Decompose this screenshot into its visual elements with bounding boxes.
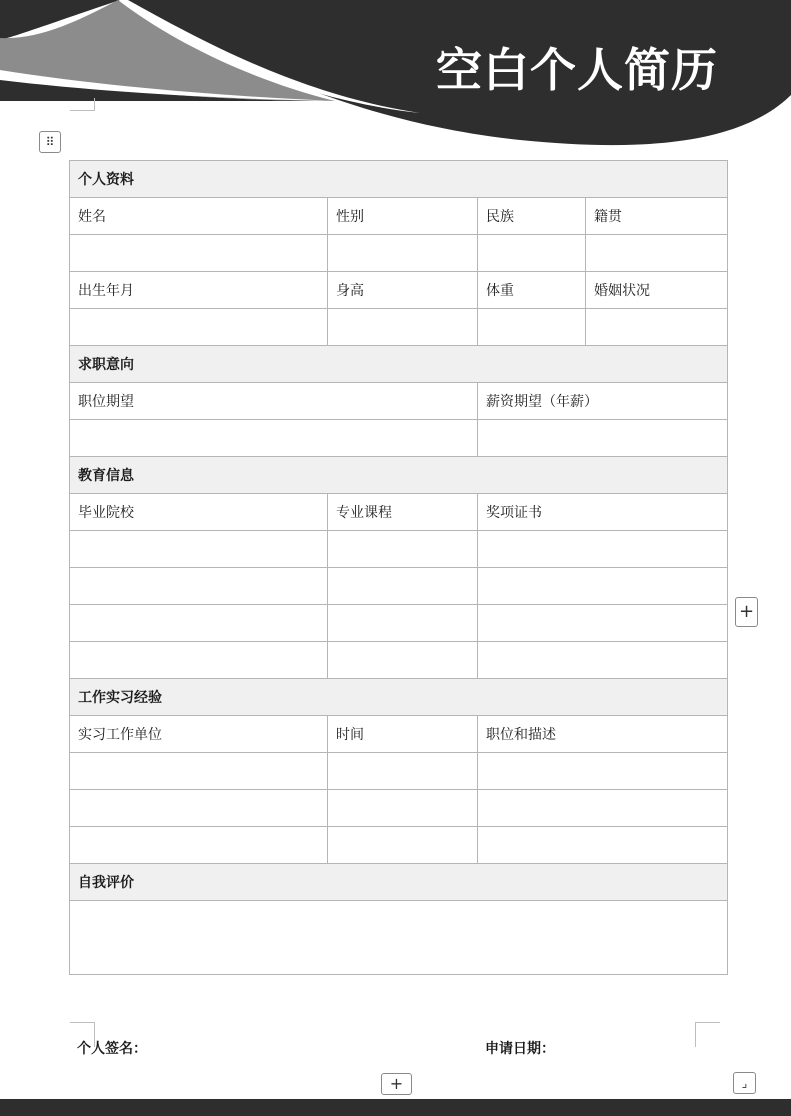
input-row — [70, 235, 728, 272]
section-row-evaluation — [70, 864, 728, 901]
label-weight: 体重 — [478, 272, 586, 309]
label-school: 毕业院校 — [70, 494, 328, 531]
birth-cell[interactable] — [70, 309, 328, 346]
school-cell[interactable] — [70, 531, 328, 568]
marital-cell[interactable] — [586, 309, 728, 346]
awards-cell[interactable] — [478, 642, 728, 679]
awards-cell[interactable] — [478, 568, 728, 605]
label-name: 姓名 — [70, 198, 328, 235]
hometown-cell[interactable] — [586, 235, 728, 272]
plus-icon: + — [389, 1074, 404, 1093]
weight-cell[interactable] — [478, 309, 586, 346]
section-heading-education: 教育信息 — [70, 457, 728, 494]
label-courses: 专业课程 — [328, 494, 478, 531]
label-role: 职位和描述 — [478, 716, 728, 753]
courses-cell[interactable] — [328, 568, 478, 605]
school-cell[interactable] — [70, 642, 328, 679]
courses-cell[interactable] — [328, 642, 478, 679]
time-cell[interactable] — [328, 753, 478, 790]
section-heading-work: 工作实习经验 — [70, 679, 728, 716]
section-row-education — [70, 457, 728, 494]
gender-cell[interactable] — [328, 235, 478, 272]
label-employer: 实习工作单位 — [70, 716, 328, 753]
move-handle-icon: ⠿ — [45, 135, 55, 149]
school-cell[interactable] — [70, 605, 328, 642]
label-time: 时间 — [328, 716, 478, 753]
position-cell[interactable] — [70, 420, 478, 457]
label-ethnicity: 民族 — [478, 198, 586, 235]
section-heading-evaluation: 自我评价 — [70, 864, 728, 901]
education-row — [70, 605, 728, 642]
resume-table — [69, 160, 728, 975]
crop-mark-top-left — [70, 98, 95, 111]
role-cell[interactable] — [478, 790, 728, 827]
label-marital: 婚姻状况 — [586, 272, 728, 309]
table-move-handle[interactable] — [39, 131, 61, 153]
input-row — [70, 309, 728, 346]
time-cell[interactable] — [328, 790, 478, 827]
employer-cell[interactable] — [70, 790, 328, 827]
awards-cell[interactable] — [478, 531, 728, 568]
label-awards: 奖项证书 — [478, 494, 728, 531]
time-cell[interactable] — [328, 827, 478, 864]
plus-icon: + — [738, 601, 755, 622]
awards-cell[interactable] — [478, 605, 728, 642]
input-row — [70, 420, 728, 457]
add-column-button[interactable] — [735, 597, 758, 627]
label-salary: 薪资期望（年薪） — [478, 383, 728, 420]
label-height: 身高 — [328, 272, 478, 309]
resize-table-button[interactable] — [733, 1072, 756, 1094]
label-row — [70, 494, 728, 531]
section-row-intention — [70, 346, 728, 383]
work-row — [70, 790, 728, 827]
label-row — [70, 198, 728, 235]
page-title: 空白个人简历 — [436, 43, 718, 97]
education-row — [70, 642, 728, 679]
label-position: 职位期望 — [70, 383, 478, 420]
work-row — [70, 827, 728, 864]
label-row — [70, 272, 728, 309]
signature-label: 个人签名： — [77, 1041, 147, 1057]
label-hometown: 籍贯 — [586, 198, 728, 235]
section-heading-personal: 个人资料 — [70, 161, 728, 198]
school-cell[interactable] — [70, 568, 328, 605]
employer-cell[interactable] — [70, 753, 328, 790]
section-heading-intention: 求职意向 — [70, 346, 728, 383]
date-label: 申请日期： — [485, 1041, 555, 1057]
courses-cell[interactable] — [328, 605, 478, 642]
role-cell[interactable] — [478, 753, 728, 790]
courses-cell[interactable] — [328, 531, 478, 568]
salary-cell[interactable] — [478, 420, 728, 457]
section-row-personal — [70, 161, 728, 198]
resize-icon: ⌟ — [741, 1076, 748, 1090]
ethnicity-cell[interactable] — [478, 235, 586, 272]
work-row — [70, 753, 728, 790]
crop-mark-bottom-right — [695, 1022, 720, 1047]
section-row-work — [70, 679, 728, 716]
employer-cell[interactable] — [70, 827, 328, 864]
footer-bar — [0, 1099, 791, 1116]
evaluation-row — [70, 901, 728, 975]
name-cell[interactable] — [70, 235, 328, 272]
height-cell[interactable] — [328, 309, 478, 346]
add-row-button[interactable] — [381, 1073, 412, 1095]
education-row — [70, 531, 728, 568]
role-cell[interactable] — [478, 827, 728, 864]
evaluation-cell[interactable] — [70, 901, 728, 975]
education-row — [70, 568, 728, 605]
label-gender: 性别 — [328, 198, 478, 235]
label-row — [70, 716, 728, 753]
label-row — [70, 383, 728, 420]
label-birth: 出生年月 — [70, 272, 328, 309]
